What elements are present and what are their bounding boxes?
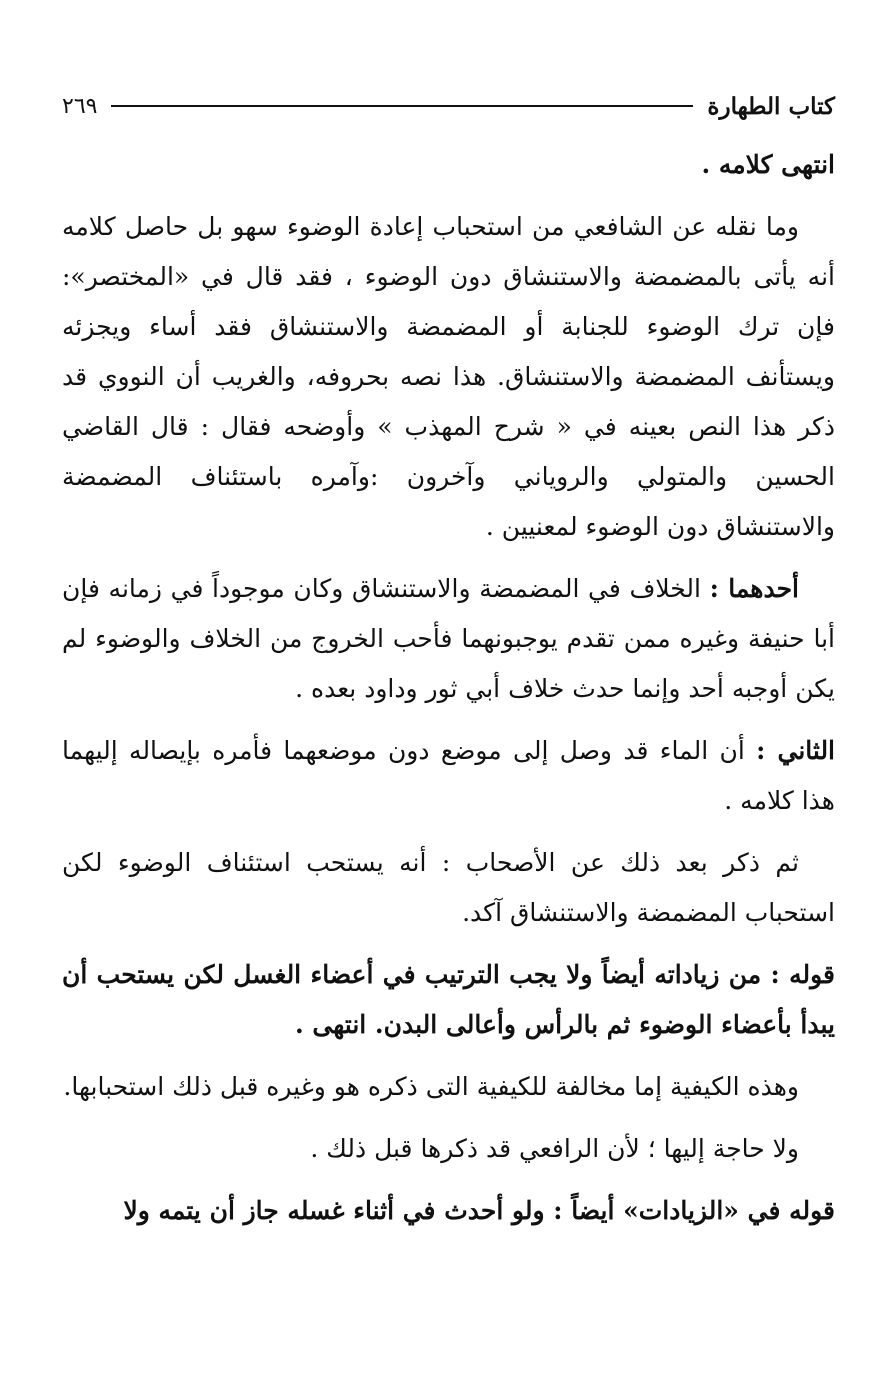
- paragraph-second-reason: الثاني : أن الماء قد وصل إلى موضع دون موضعهما فأمره بإيصاله إليهما هذا كلامه .: [62, 736, 836, 815]
- chapter-title: كتاب الطهارة: [707, 92, 835, 120]
- paragraph-lead: الثاني :: [756, 736, 836, 765]
- paragraph-first-reason: أحدهما : الخلاف في المضمضة والاستنشاق وكان موجوداً في زمانه فإن أبا حنيفة وغيره ممن تقدم يوجبونهما فأحب الخروج من الخلاف والوضوء لم يكن أوجبه أحد وإنما حدث خلاف أبي ثور وداود بعده .: [62, 574, 835, 703]
- paragraph-ziyadat-hadath: قوله في «الزيادات» أيضاً : ولو أحدث في أثناء غسله جاز أن يتمه ولا: [123, 1196, 835, 1225]
- running-header: [62, 86, 835, 126]
- page-number: ٢٦٩: [62, 93, 98, 119]
- paragraph-kayfiyya: وهذه الكيفية إما مخالفة للكيفية التى ذكره هو وغيره قبل ذلك استحبابها.: [63, 1072, 799, 1101]
- paragraph-shafii: وما نقله عن الشافعي من استحباب إعادة الوضوء سهو بل حاصل كلامه أنه يأتى بالمضمضة والاستنشاق دون الوضوء ، فقد قال في «المختصر»: فإن ترك الوضوء للجنابة أو المضمضة والاستنشاق فقد أساء ويجزئه ويستأنف المضمضة والاستنشاق. هذا نصه بحروفه، والغريب أن النووي قد ذكر هذا النص بعينه في « شرح المهذب » وأوضحه فقال : قال القاضي الحسين والمتولي والروياني وآخرون :وآمره باستئناف المضمضة والاستنشاق دون الوضوء لمعنيين .: [62, 212, 835, 541]
- paragraph-no-need: ولا حاجة إليها ؛ لأن الرافعي قد ذكرها قبل ذلك .: [310, 1134, 799, 1163]
- paragraph-ziyadat-ghusl: قوله : من زياداته أيضاً ولا يجب الترتيب في أعضاء الغسل لكن يستحب أن يبدأ بأعضاء الوضوء ثم بالرأس وأعالى البدن. انتهى .: [62, 960, 835, 1039]
- paragraph-ashab: ثم ذكر بعد ذلك عن الأصحاب : أنه يستحب استئناف الوضوء لكن استحباب المضمضة والاستنشاق آكد.: [62, 848, 835, 927]
- paragraph-end-quote: انتهى كلامه .: [701, 150, 835, 179]
- paragraph-lead: أحدهما :: [709, 574, 799, 603]
- header-rule: [111, 105, 693, 107]
